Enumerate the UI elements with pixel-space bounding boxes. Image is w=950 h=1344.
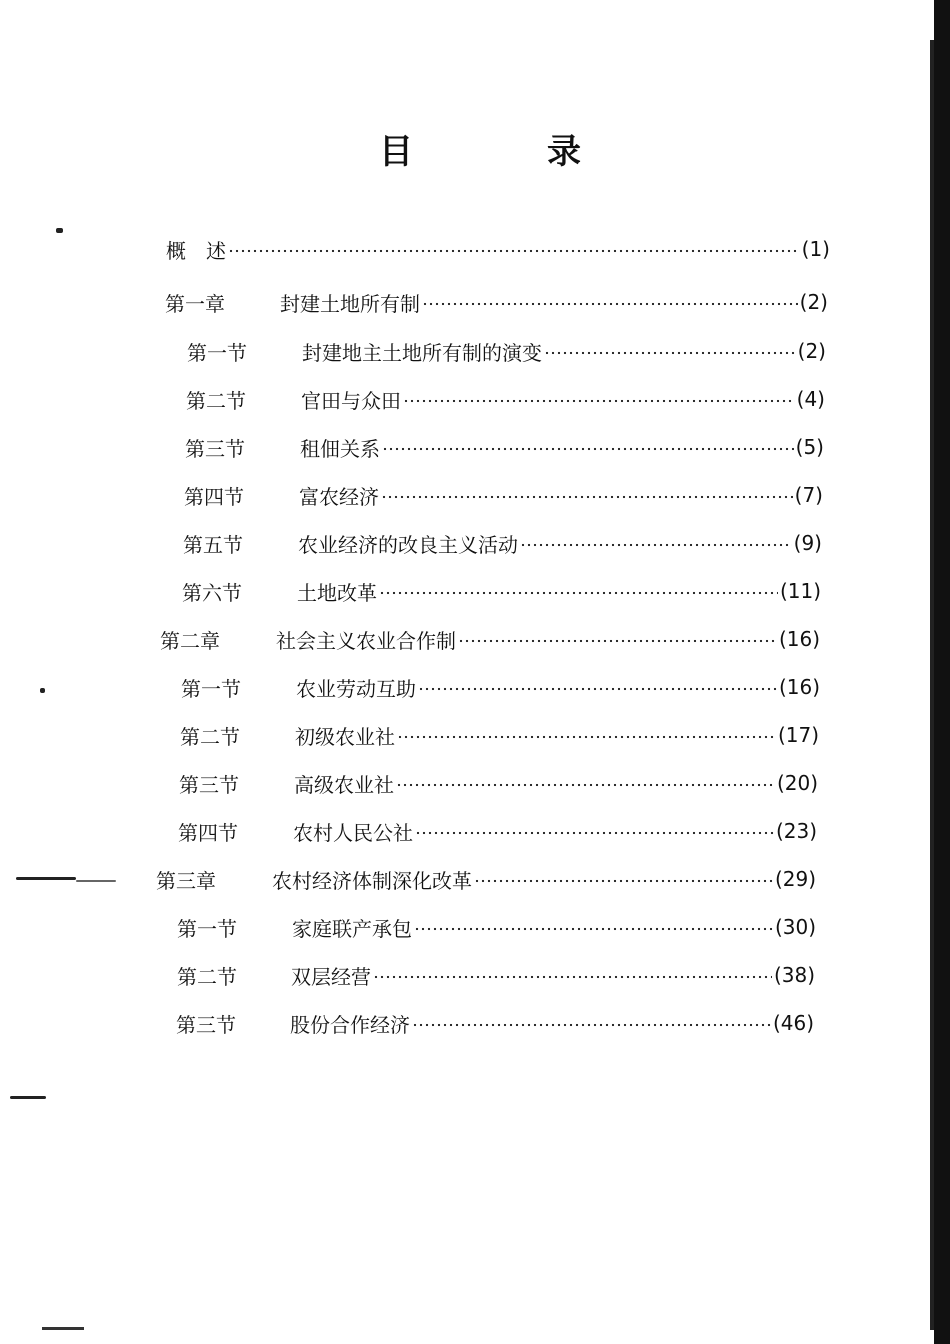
scan-streak — [16, 877, 76, 880]
toc-number: 第四节 — [178, 820, 238, 845]
toc-number: 第二章 — [160, 628, 220, 653]
toc-title: 官田与众田 — [301, 388, 401, 413]
toc-entry-section — [183, 528, 822, 558]
toc-number: 第三节 — [185, 436, 245, 461]
toc-page-number: (17) — [777, 723, 819, 747]
toc-number: 概 述 — [166, 238, 226, 263]
toc-number: 第一章 — [165, 291, 225, 316]
toc-number: 第一节 — [177, 916, 237, 941]
toc-page-number: (7) — [794, 483, 823, 507]
page-title: 目 录 — [379, 132, 631, 172]
toc-entry-section — [185, 432, 824, 462]
toc-entry-section — [184, 480, 823, 510]
toc-page-number: (38) — [773, 963, 815, 987]
toc-page-number: (16) — [778, 675, 820, 699]
toc-title: 农业劳动互助 — [296, 676, 416, 701]
scan-speck — [40, 688, 45, 693]
toc-page-number: (29) — [774, 867, 816, 891]
scan-streak — [42, 1327, 84, 1330]
toc-title: 土地改革 — [297, 580, 377, 605]
toc-entry-section — [178, 816, 817, 846]
toc-number: 第三章 — [156, 868, 216, 893]
toc-number: 第二节 — [186, 388, 246, 413]
dot-leader — [418, 682, 777, 692]
toc-title: 封建地主土地所有制的演变 — [302, 340, 542, 365]
dot-leader — [414, 922, 773, 932]
dot-leader — [397, 730, 776, 740]
dot-leader — [415, 826, 774, 836]
toc-entry-chapter — [160, 624, 820, 654]
page-edge-shadow — [934, 0, 950, 1344]
toc-number: 第二节 — [180, 724, 240, 749]
toc-page-number: (30) — [774, 915, 816, 939]
toc-entry-section — [177, 960, 815, 990]
scan-streak — [10, 1096, 46, 1099]
toc-page-number: (2) — [799, 290, 828, 314]
toc-entry-section — [181, 672, 820, 702]
dot-leader — [422, 297, 798, 307]
toc-title: 家庭联产承包 — [292, 916, 412, 941]
dot-leader — [403, 394, 795, 404]
toc-page-number: (16) — [778, 627, 820, 651]
toc-number: 第六节 — [182, 580, 242, 605]
toc-title: 农村经济体制深化改革 — [272, 868, 472, 893]
toc-entry-section — [182, 576, 821, 606]
dot-leader — [544, 346, 796, 356]
toc-title: 富农经济 — [299, 484, 379, 509]
toc-page-number: (23) — [775, 819, 817, 843]
dot-leader — [373, 970, 772, 980]
scan-speck — [56, 228, 63, 233]
dot-leader — [382, 442, 794, 452]
dot-leader — [412, 1018, 771, 1028]
toc-title: 股份合作经济 — [290, 1012, 410, 1037]
toc-number: 第五节 — [183, 532, 243, 557]
toc-title: 封建土地所有制 — [280, 291, 420, 316]
scan-streak — [76, 880, 116, 882]
toc-title: 社会主义农业合作制 — [276, 628, 456, 653]
dot-leader — [379, 586, 778, 596]
toc-title: 初级农业社 — [295, 724, 395, 749]
toc-entry-section — [179, 768, 818, 798]
toc-title: 高级农业社 — [294, 772, 394, 797]
dot-leader — [520, 538, 792, 548]
toc-entry-section — [186, 384, 825, 414]
toc-entry-chapter — [156, 864, 816, 894]
toc-page-number: (5) — [795, 435, 824, 459]
toc-number: 第二节 — [177, 964, 237, 989]
toc-page-number: (2) — [797, 339, 826, 363]
toc-page-number: (20) — [776, 771, 818, 795]
toc-entry-chapter — [165, 287, 828, 317]
toc-number: 第一节 — [181, 676, 241, 701]
toc-title: 租佃关系 — [300, 436, 380, 461]
dot-leader — [396, 778, 775, 788]
toc-number: 第三节 — [176, 1012, 236, 1037]
toc-page-number: (9) — [793, 531, 822, 555]
toc-title: 农村人民公社 — [293, 820, 413, 845]
toc-entry-section — [180, 720, 819, 750]
toc-entry-section — [176, 1008, 814, 1038]
toc-number: 第三节 — [179, 772, 239, 797]
toc-page-number: (46) — [772, 1011, 814, 1035]
dot-leader — [381, 490, 793, 500]
toc-entry-section — [177, 912, 816, 942]
dot-leader — [474, 874, 773, 884]
dot-leader — [228, 244, 800, 254]
toc-number: 第一节 — [187, 340, 247, 365]
dot-leader — [458, 634, 777, 644]
toc-page-number: (11) — [779, 579, 821, 603]
toc-page-number: (4) — [796, 387, 825, 411]
toc-entry-section — [187, 336, 826, 366]
toc-entry-chapter — [166, 234, 830, 264]
toc-page-number: (1) — [801, 237, 830, 261]
page-edge-shadow-inner — [930, 40, 934, 1330]
toc-number: 第四节 — [184, 484, 244, 509]
toc-title: 双层经营 — [291, 964, 371, 989]
toc-title: 农业经济的改良主义活动 — [298, 532, 518, 557]
